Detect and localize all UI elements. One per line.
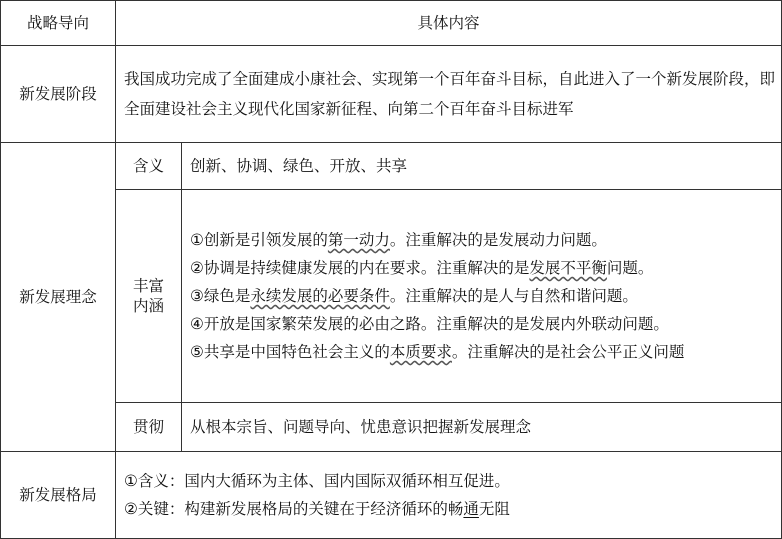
- implement-text: 从根本宗旨、问题导向、忧患意识把握新发展理念: [182, 403, 782, 452]
- pattern-content: [116, 452, 782, 539]
- content-label: [116, 190, 182, 403]
- content-label-line2: 内涵: [132, 297, 164, 315]
- content-item: ③绿色是永续发展的必要条件。注重解决的是人与自然和谐问题。: [190, 287, 638, 305]
- stage-label: 新发展阶段: [1, 46, 116, 143]
- meaning-label: 含义: [116, 143, 182, 190]
- implement-label: 贯彻: [116, 403, 182, 452]
- header-content: 具体内容: [116, 1, 782, 46]
- stage-text: 我国成功完成了全面建成小康社会、实现第一个百年奋斗目标，自此进入了一个新发展阶段，即全面建设社会主义现代化国家新征程、向第二个百年奋斗目标进军: [124, 70, 776, 118]
- content-item: ⑤共享是中国特色社会主义的本质要求。注重解决的是社会公平正义问题: [190, 343, 685, 361]
- meaning-text: 创新、协调、绿色、开放、共享: [182, 143, 782, 190]
- pattern-row: [1, 452, 782, 539]
- header-row: [1, 1, 782, 46]
- pattern-line: ②关键：构建新发展格局的关键在于经济循环的畅通无阻: [124, 500, 510, 518]
- content-items: [182, 190, 782, 403]
- content-item: ②协调是持续健康发展的内在要求。注重解决的是发展不平衡问题。: [190, 259, 654, 277]
- concept-content-row: [1, 190, 782, 403]
- concept-meaning-row: [1, 143, 782, 190]
- pattern-label: 新发展格局: [1, 452, 116, 539]
- stage-content: [116, 46, 782, 143]
- concept-implement-row: [1, 403, 782, 452]
- content-item: ④开放是国家繁荣发展的必由之路。注重解决的是发展内外联动问题。: [190, 315, 669, 333]
- stage-row: [1, 46, 782, 143]
- concept-label: 新发展理念: [1, 143, 116, 452]
- header-strategy: 战略导向: [1, 1, 116, 46]
- content-label-line1: 丰富: [132, 277, 164, 295]
- pattern-line: ①含义：国内大循环为主体、国内国际双循环相互促进。: [124, 472, 510, 490]
- content-item: ①创新是引领发展的第一动力。注重解决的是发展动力问题。: [190, 231, 607, 249]
